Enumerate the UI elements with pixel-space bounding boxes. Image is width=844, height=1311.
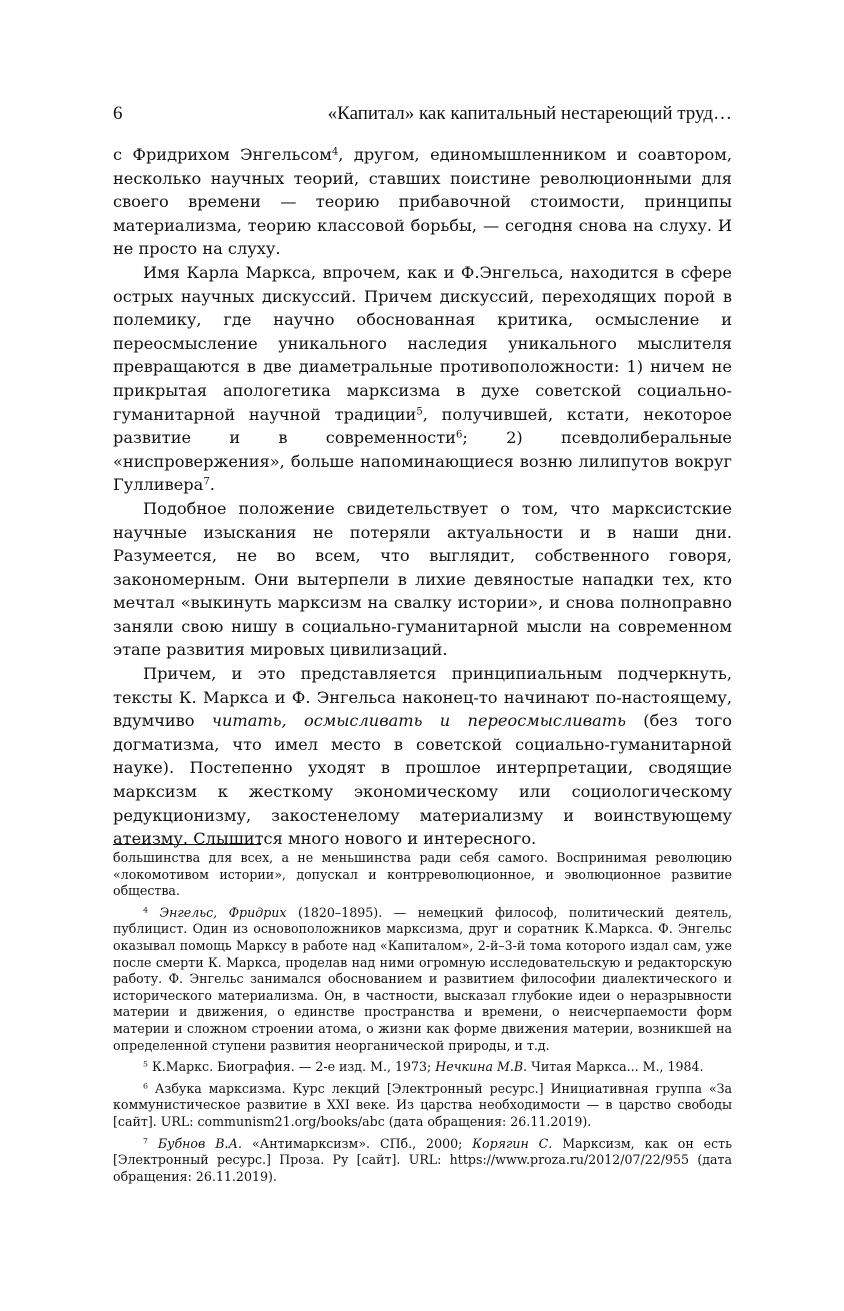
italic-text: Энгельс, Фридрих (159, 904, 287, 920)
footnotes (113, 850, 732, 1190)
text-segment: Имя Карла Маркса, впрочем, как и Ф.Энгельса, находится в сфере острых научных дискуссий. Причем дискуссий, переходящих порой в полемику, где научно обоснованная критика, осмысление и переосмысление уникального наследия уникального мыслителя превращаются в две диаметральные противоположности: 1) ничем не прикрытая апологетика марксизма в духе советской социально-гуманитарной научной традиции (113, 262, 732, 424)
page-number: 6 (113, 103, 123, 124)
text-segment: (1820–1895). — немецкий философ, политический деятель, публицист. Один из основоположников марксизма, друг и соратник К.Маркса. Ф. Энгельс оказывал помощь Марксу в работе над «Капиталом», 2-й–3-й тома которого издал сам, уже после смерти К. Маркса, проделав над ними огромную исследовательскую и редакторскую работу. Ф. Энгельс занимался обоснованием и развитием философии диалектического и исторического материализма. Он, в частности, высказал глубокие идеи о неразрывности материи и движения, о единстве пространства и времени, о неисчерпаемости форм материи и сложном строении атома, о жизни как форме движения материи, возникшей на определенной ступени развития неорганической природы, и т.д. (113, 904, 732, 1053)
italic-text: Корягин С. (472, 1135, 553, 1151)
footnote (113, 1059, 732, 1076)
footnote (113, 1136, 732, 1186)
italic-text: Бубнов В.А. (157, 1135, 243, 1151)
italic-text: Нечкина М.В. (435, 1059, 528, 1075)
body-paragraph (113, 497, 732, 662)
footnote-marker: 7 (143, 1136, 148, 1146)
footnote-marker: 5 (416, 406, 423, 418)
body-paragraph (113, 261, 732, 497)
text-segment: «Антимарксизм». СПб., 2000; (242, 1135, 473, 1151)
footnote-marker: 5 (143, 1059, 148, 1069)
text-segment: , получившей, кстати, некоторое развитие и в современности (113, 404, 732, 448)
text-segment: Читая Маркса... М., 1984. (527, 1059, 704, 1075)
footnote (113, 850, 732, 900)
footnote-marker: 6 (143, 1081, 148, 1091)
footnote-marker: 7 (203, 476, 210, 488)
footnote-marker: 4 (331, 146, 339, 158)
text-segment: Марксизм, как он есть [Электронный ресурс.] Проза. Ру [сайт]. URL: https://www.proza.ru/2012/07/22/955 (дата обращения: 26.11.2019). (113, 1135, 732, 1184)
text-segment: К.Маркс. Биография. — 2-е изд. М., 1973; (147, 1059, 436, 1075)
main-text (113, 143, 732, 851)
text-segment: Азбука марксизма. Курс лекций [Электронный ресурс.] Инициативная группа «За коммунистическое развитие в XXI веке. Из царства необходимости — в царство свободы [сайт]. URL: communism21.org/books/abc (дата обращения: 26.11.2019). (113, 1080, 732, 1129)
text-segment: ; 2) псевдолиберальные «ниспровержения», больше напоминающиеся возню лилипутов вокруг Гулливера (113, 428, 732, 495)
text-segment (148, 905, 159, 920)
footnote-marker: 6 (455, 429, 463, 441)
page-header (113, 100, 732, 128)
text-segment: большинства для всех, а не меньшинства ради себя самого. Воспринимая революцию «локомотивом истории», допускал и контрреволюционное, и эволюционное развитие общества. (113, 850, 732, 899)
text-segment (148, 1136, 158, 1151)
text-segment: (без того догматизма, что имел место в советской социально-гуманитарной науке). Постепенно уходят в прошлое интерпретации, сводящие марксизм к жесткому экономическому или социологическому редукционизму, закостенелому материализму и воинствующему атеизму. Слышится много нового и интересного. (113, 711, 732, 849)
footnote (113, 905, 732, 1054)
running-title: «Капитал» как капитальный нестареющий труд… (327, 103, 732, 124)
body-paragraph (113, 662, 732, 851)
text-segment: . (209, 475, 215, 495)
text-segment: Подобное положение свидетельствует о том, что марксистские научные изыскания не потеряли актуальности и в наши дни. Разумеется, не во всем, что выглядит, собственного говоря, закономерным. Они вытерпели в лихие девяностые нападки тех, кто мечтал «выкинуть марксизм на свалку истории», и снова полноправно заняли свою нишу в социально-гуманитарной мысли на современном этапе развития мировых цивилизаций. (113, 498, 732, 660)
text-segment: Причем, и это представляется принципиальным подчеркнуть, тексты К. Маркса и Ф. Энгельса наконец-то начинают по-настоящему, вдумчиво (113, 664, 732, 731)
text-segment: с Фридрихом Энгельсом (113, 145, 332, 164)
italic-text: читать, осмысливать и переосмысливать (211, 711, 626, 731)
footnote (113, 1081, 732, 1131)
footnote-marker: 4 (143, 905, 148, 915)
text-segment: , другом, единомышленником и соавтором, несколько научных теорий, ставших поистине революционными для своего времени — теорию прибавочной стоимости, принципы материализма, теорию классовой борьбы, — сегодня снова на слуху. И не просто на слуху. (113, 145, 732, 259)
footnote-divider (113, 844, 261, 845)
body-paragraph (113, 143, 732, 261)
